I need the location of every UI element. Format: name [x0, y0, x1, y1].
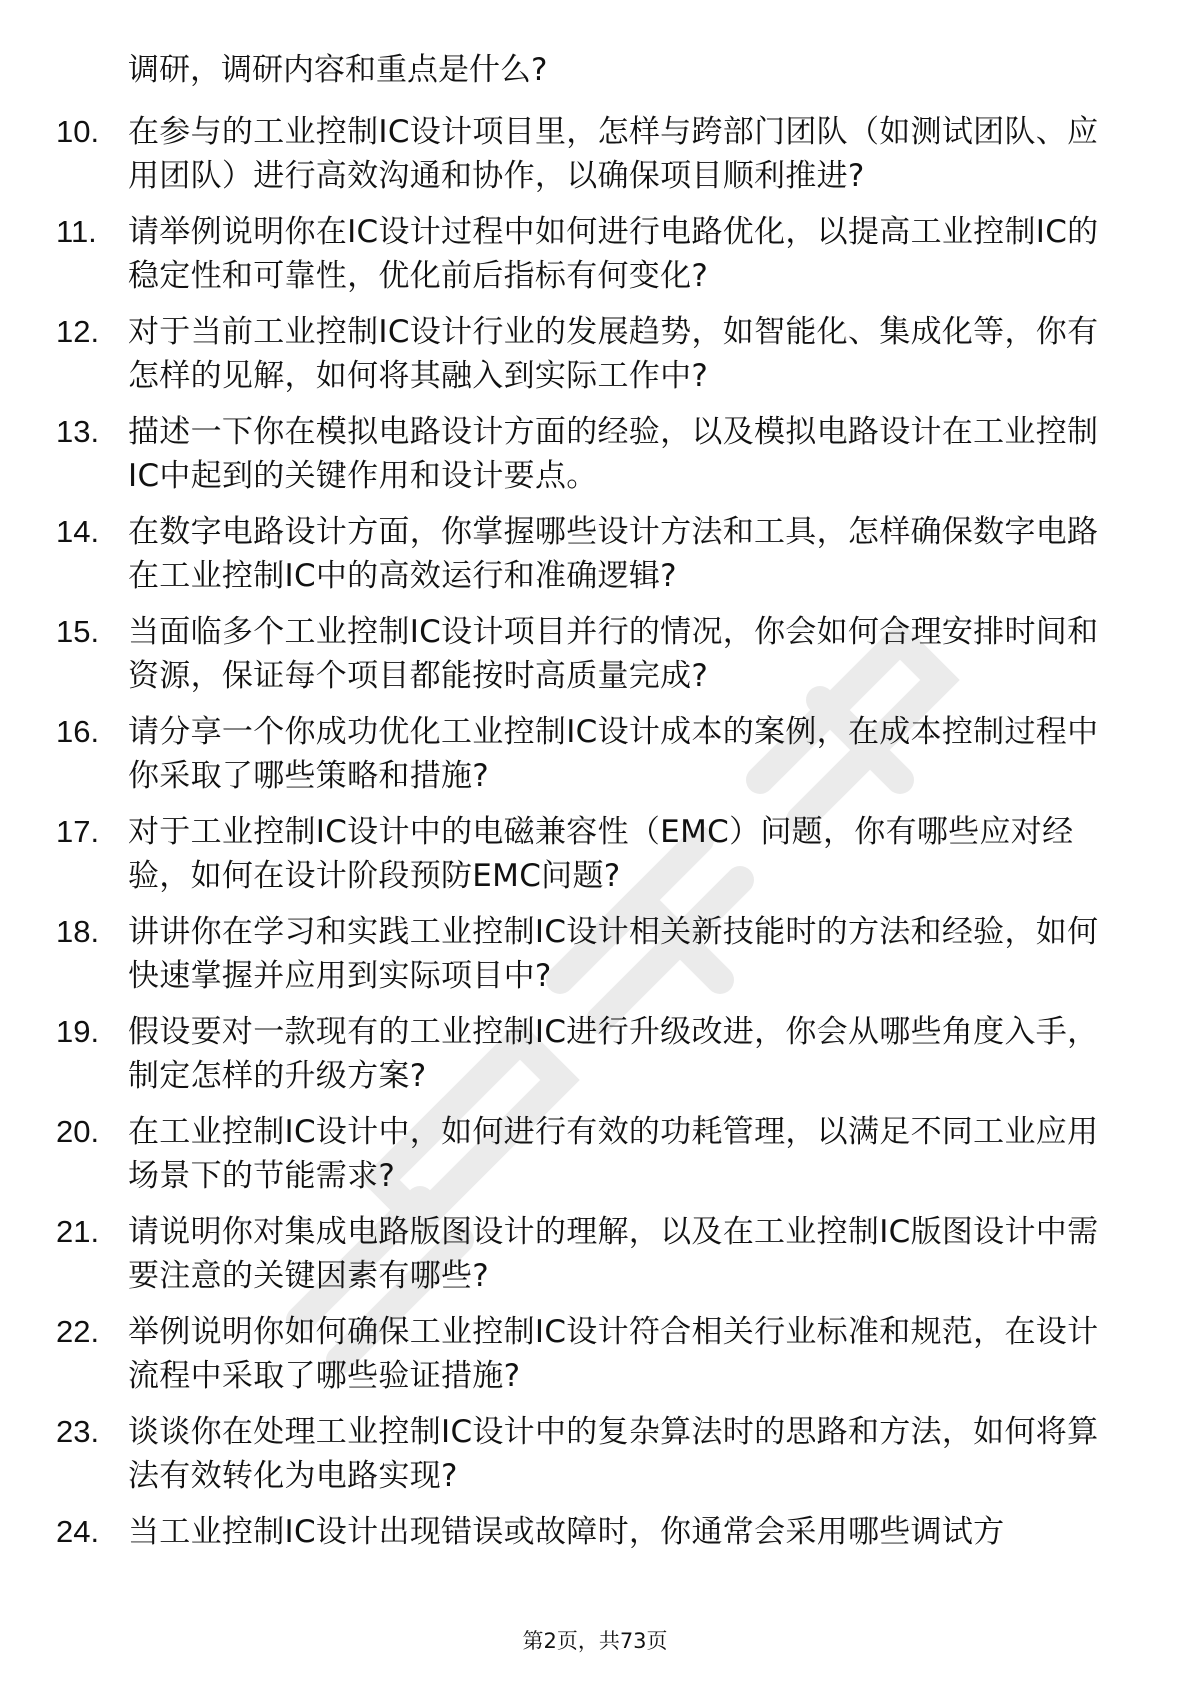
list-item — [0, 706, 1190, 806]
list-item — [0, 606, 1190, 706]
question-text: 在工业控制IC设计中，如何进行有效的功耗管理，以满足不同工业应用场景下的节能需求? — [128, 1114, 1099, 1194]
list-item — [0, 206, 1190, 306]
question-number: 15. — [56, 614, 100, 649]
list-item — [0, 1406, 1190, 1506]
question-number: 24. — [56, 1514, 100, 1549]
list-item — [0, 906, 1190, 1006]
question-text: 当工业控制IC设计出现错误或故障时，你通常会采用哪些调试方 — [128, 1514, 1005, 1550]
question-number: 20. — [56, 1114, 100, 1149]
question-number: 14. — [56, 514, 100, 549]
list-item — [0, 1506, 1190, 1606]
list-item — [0, 1006, 1190, 1106]
question-text: 讲讲你在学习和实践工业控制IC设计相关新技能时的方法和经验，如何快速掌握并应用到实际项目中? — [128, 914, 1099, 994]
question-number: 12. — [56, 314, 100, 349]
question-number: 16. — [56, 714, 100, 749]
question-text: 假设要对一款现有的工业控制IC进行升级改进，你会从哪些角度入手，制定怎样的升级方案? — [128, 1014, 1099, 1094]
question-text: 请分享一个你成功优化工业控制IC设计成本的案例，在成本控制过程中你采取了哪些策略和措施? — [128, 714, 1099, 794]
question-text: 对于当前工业控制IC设计行业的发展趋势，如智能化、集成化等，你有怎样的见解，如何将其融入到实际工作中? — [128, 314, 1099, 394]
question-number: 13. — [56, 414, 100, 449]
question-text: 举例说明你如何确保工业控制IC设计符合相关行业标准和规范，在设计流程中采取了哪些验证措施? — [128, 1314, 1099, 1394]
question-number: 22. — [56, 1314, 100, 1349]
list-item — [0, 806, 1190, 906]
question-text: 请举例说明你在IC设计过程中如何进行电路优化，以提高工业控制IC的稳定性和可靠性，优化前后指标有何变化? — [128, 214, 1099, 294]
question-text: 描述一下你在模拟电路设计方面的经验，以及模拟电路设计在工业控制IC中起到的关键作用和设计要点。 — [128, 414, 1099, 494]
list-item — [0, 1306, 1190, 1406]
question-number: 10. — [56, 114, 100, 149]
question-number: 18. — [56, 914, 100, 949]
continuation-text: 调研，调研内容和重点是什么? — [128, 52, 548, 88]
question-number: 11. — [56, 214, 97, 249]
question-text: 请说明你对集成电路版图设计的理解，以及在工业控制IC版图设计中需要注意的关键因素有哪些? — [128, 1214, 1099, 1294]
question-text: 在参与的工业控制IC设计项目里，怎样与跨部门团队（如测试团队、应用团队）进行高效沟通和协作，以确保项目顺利推进? — [128, 114, 1099, 194]
question-number: 17. — [56, 814, 100, 849]
page-footer: 第2页，共73页 — [522, 1629, 668, 1653]
list-item — [0, 1206, 1190, 1306]
question-text: 对于工业控制IC设计中的电磁兼容性（EMC）问题，你有哪些应对经验，如何在设计阶段预防EMC问题? — [128, 814, 1074, 894]
list-item — [0, 106, 1190, 206]
list-item — [0, 506, 1190, 606]
question-text: 当面临多个工业控制IC设计项目并行的情况，你会如何合理安排时间和资源，保证每个项目都能按时高质量完成? — [128, 614, 1099, 694]
list-item — [0, 406, 1190, 506]
question-number: 21. — [56, 1214, 100, 1249]
question-number: 19. — [56, 1014, 100, 1049]
question-text: 在数字电路设计方面，你掌握哪些设计方法和工具，怎样确保数字电路在工业控制IC中的高效运行和准确逻辑? — [128, 514, 1099, 594]
question-text: 谈谈你在处理工业控制IC设计中的复杂算法时的思路和方法，如何将算法有效转化为电路实现? — [128, 1414, 1099, 1494]
list-item — [0, 306, 1190, 406]
question-list — [0, 106, 1190, 1606]
list-item — [0, 1106, 1190, 1206]
question-number: 23. — [56, 1414, 100, 1449]
